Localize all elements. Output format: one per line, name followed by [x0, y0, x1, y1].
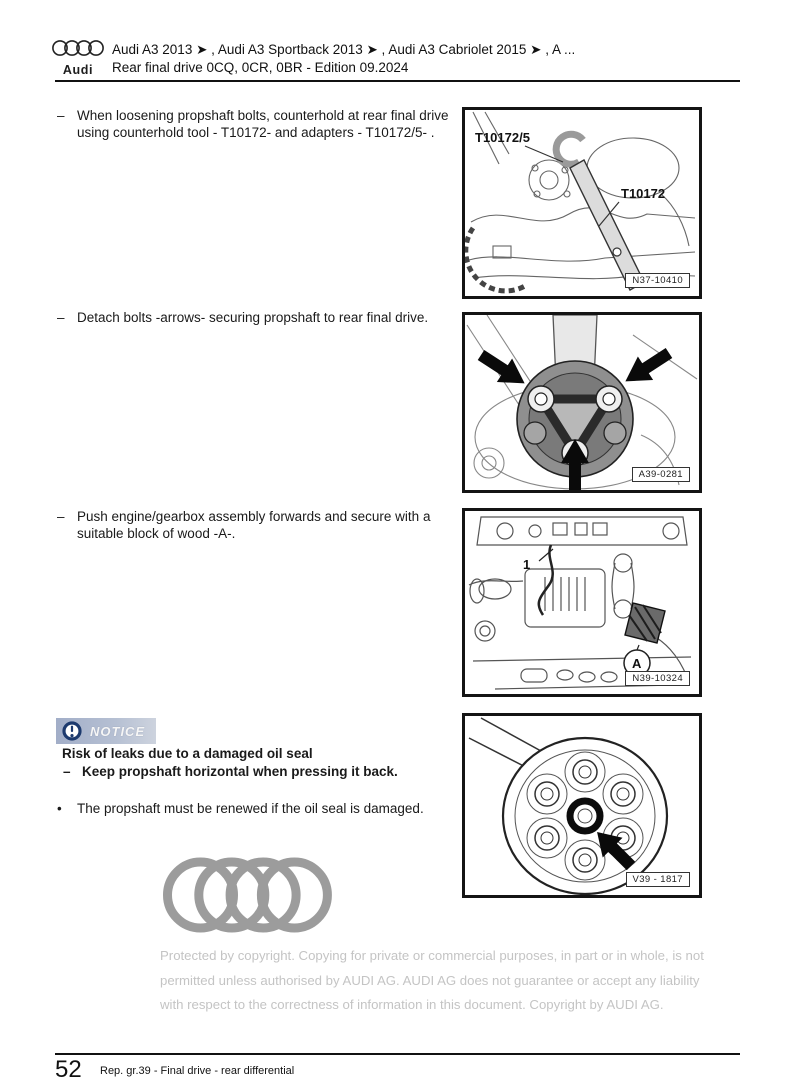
figure-reference-label: V39 - 1817	[626, 872, 690, 887]
header-divider	[55, 80, 740, 82]
connector-label: 1	[523, 557, 531, 572]
header-edition-line: Rear final drive 0CQ, 0CR, 0BR - Edition 09.2024	[112, 59, 409, 75]
audi-rings-watermark-icon	[163, 857, 332, 933]
dash-marker: –	[57, 310, 65, 325]
instruction-step-detach-bolts	[57, 309, 452, 326]
notice-title: Risk of leaks due to a damaged oil seal	[62, 746, 313, 761]
notice-instruction	[63, 764, 443, 779]
copyright-notice	[160, 944, 704, 1018]
bullet-marker: •	[57, 801, 62, 816]
footer-section-label: Rep. gr.39 - Final drive - rear differential	[100, 1065, 295, 1077]
copyright-line: with respect to the correctness of information in this document. Copyright by AUDI AG.	[160, 997, 664, 1012]
notice-label: NOTICE	[90, 723, 146, 739]
audi-logo-text: Audi	[62, 63, 94, 77]
copyright-line: Protected by copyright. Copying for private or commercial purposes, in part or in whole, is not	[160, 948, 704, 963]
dash-marker: –	[57, 509, 65, 524]
notice-exclamation-icon	[61, 720, 83, 742]
wood-block-label: A	[632, 656, 642, 671]
engine-wood-block-illustration	[465, 511, 699, 694]
propshaft-bolts-illustration	[465, 315, 699, 490]
step-text: Detach bolts -arrows- securing propshaft to rear final drive.	[77, 310, 429, 325]
step-text: When loosening propshaft bolts, counterhold at rear final drive using counterhold tool - T10172- and adapters - T10172/5- .	[77, 108, 449, 140]
tool-label: T10172	[621, 186, 666, 201]
figure-oil-seal	[462, 713, 702, 898]
dash-marker: –	[57, 108, 65, 123]
notice-bullet-text: The propshaft must be renewed if the oil seal is damaged.	[77, 801, 424, 816]
figure-reference-label: A39-0281	[632, 467, 690, 482]
step-text: Push engine/gearbox assembly forwards and secure with a suitable block of wood -A-.	[77, 509, 431, 541]
notice-banner	[56, 718, 156, 744]
figure-engine-wood-block	[462, 508, 702, 697]
instruction-step-push-engine	[57, 508, 452, 542]
page-number: 52	[55, 1056, 82, 1083]
dash-marker: –	[63, 764, 71, 779]
tool-adapter-label: T10172/5	[475, 130, 530, 145]
oil-seal-illustration	[465, 716, 699, 895]
audi-logo	[50, 39, 106, 77]
figure-reference-label: N37-10410	[625, 273, 690, 288]
figure-propshaft-bolts	[462, 312, 702, 493]
audi-rings-watermark	[163, 857, 332, 938]
notice-bullet	[57, 801, 447, 816]
notice-instruction-text: Keep propshaft horizontal when pressing it back.	[82, 764, 398, 779]
audi-rings-icon	[52, 39, 104, 57]
copyright-line: permitted unless authorised by AUDI AG. AUDI AG does not guarantee or accept any liability	[160, 972, 700, 988]
header-text	[112, 41, 575, 76]
figure-reference-label: N39-10324	[625, 671, 690, 686]
counterhold-tool-illustration	[465, 110, 699, 296]
footer-divider	[55, 1053, 740, 1055]
figure-counterhold-tool	[462, 107, 702, 299]
instruction-step-loosen-bolts	[57, 107, 452, 141]
header-model-line: Audi A3 2013 ➤ , Audi A3 Sportback 2013 ➤ , Audi A3 Cabriolet 2015 ➤ , A ...	[112, 42, 576, 57]
